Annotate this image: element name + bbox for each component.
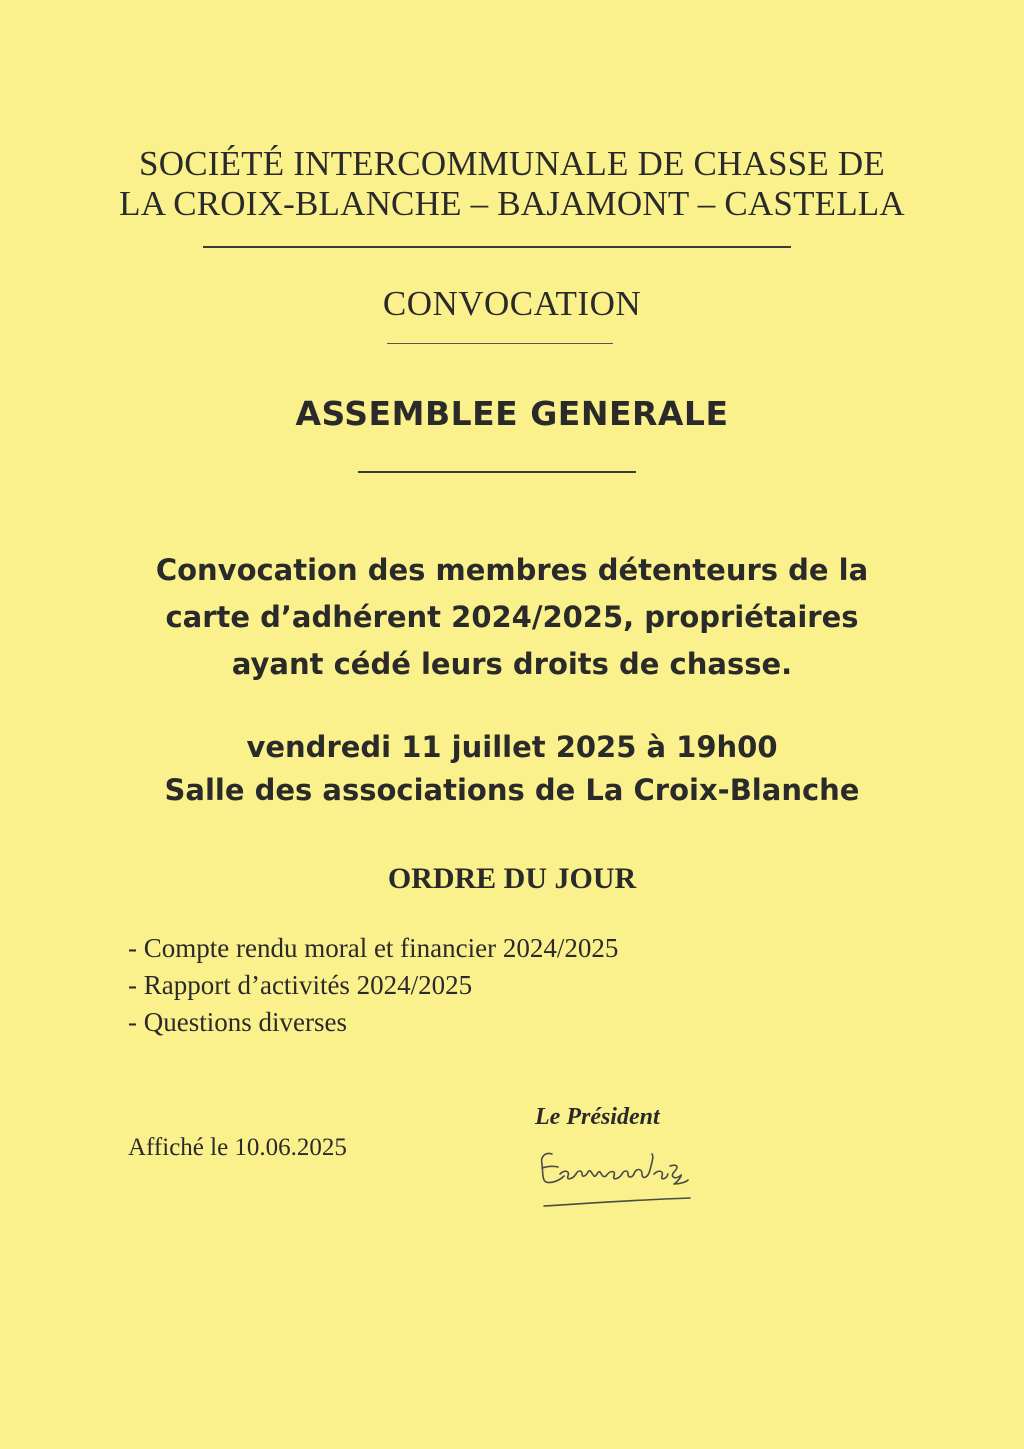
summons-line-3: ayant cédé leurs droits de chasse. (231, 647, 793, 681)
agenda-item: - Rapport d’activités 2024/2025 (128, 970, 473, 1000)
agenda-item: - Compte rendu moral et financier 2024/2025 (128, 933, 619, 963)
title-divider (387, 343, 613, 344)
summons-line-1: Convocation des membres détenteurs de la (155, 553, 869, 587)
meeting-title: ASSEMBLEE GENERALE (295, 394, 729, 433)
header-divider (203, 246, 791, 248)
agenda-title: ORDRE DU JOUR (387, 862, 637, 895)
agenda-item: - Questions diverses (128, 1007, 347, 1037)
signatory-title: Le Président (535, 1104, 660, 1130)
meeting-datetime: vendredi 11 juillet 2025 à 19h00 (246, 730, 778, 764)
subtitle-divider (358, 471, 636, 473)
summons-line-2: carte d’adhérent 2024/2025, propriétaires (165, 600, 859, 634)
organization-name-line-1: SOCIÉTÉ INTERCOMMUNALE DE CHASSE DE (139, 144, 885, 183)
posted-date: Affiché le 10.06.2025 (128, 1134, 347, 1161)
document-title: CONVOCATION (382, 284, 642, 323)
organization-name-line-2: LA CROIX-BLANCHE – BAJAMONT – CASTELLA (119, 184, 905, 223)
agenda-list (128, 930, 618, 1041)
signature-image (530, 1140, 710, 1220)
meeting-location: Salle des associations de La Croix-Blanche (164, 773, 860, 807)
